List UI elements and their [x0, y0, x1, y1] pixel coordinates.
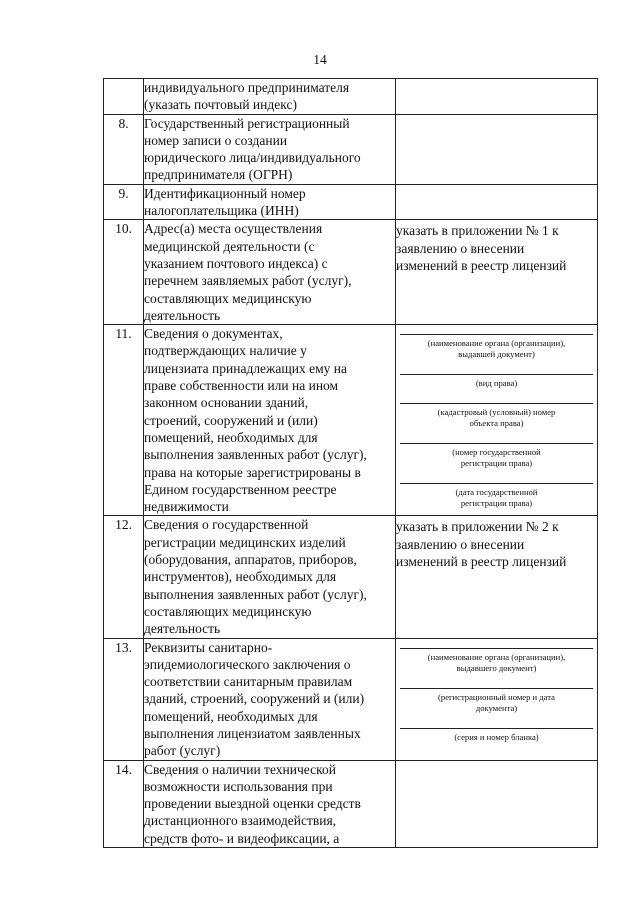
description-line: юридического лица/индивидуального: [144, 150, 361, 166]
table-row: [104, 638, 598, 760]
description-line: Сведения о документах,: [144, 326, 283, 342]
row-description: [144, 184, 396, 220]
blank-caption: (регистрационный номер и дата: [438, 691, 555, 702]
value-instruction-line: указать в приложении № 2 к: [396, 519, 559, 535]
row-description: [144, 79, 396, 115]
description-line: выполнения заявленных работ (услуг),: [144, 586, 367, 602]
row-description: [144, 638, 396, 760]
table-row: [104, 516, 598, 638]
blank-caption: (серия и номер бланка): [454, 731, 539, 742]
description-line: эпидемиологического заключения о: [144, 656, 351, 672]
blank-caption: (наименование органа (организации),: [427, 338, 566, 349]
blank-line: [400, 397, 593, 404]
description-line: помещений, необходимых для: [144, 429, 318, 445]
description-line: индивидуального предпринимателя: [144, 80, 350, 95]
row-number: 14.: [104, 760, 144, 847]
description-line: Идентификационный номер: [144, 185, 306, 201]
blank-caption: объекта права): [469, 418, 524, 429]
table-row: [104, 79, 598, 115]
row-description: [144, 220, 396, 325]
description-line: лицензиата принадлежащих ему на: [144, 360, 347, 376]
description-line: проведении выездной оценки средств: [144, 796, 361, 812]
fill-in-blanks: [396, 639, 597, 743]
row-value: [396, 114, 598, 184]
description-line: составляющих медицинскую: [144, 290, 312, 306]
blank-caption: (кадастровый (условный) номер: [437, 407, 556, 418]
blank-caption: (вид права): [475, 378, 518, 389]
description-line: недвижимости: [144, 499, 229, 515]
fill-in-field[interactable]: [400, 477, 593, 509]
row-number: 12.: [104, 516, 144, 638]
blank-line: [400, 328, 593, 335]
value-instruction-line: заявлению о внесении: [396, 536, 525, 552]
description-line: деятельность: [144, 307, 221, 323]
description-line: перечнем заявляемых работ (услуг),: [144, 273, 352, 289]
description-line: Реквизиты санитарно-: [144, 639, 273, 655]
description-line: средств фото- и видеофиксации, а: [144, 830, 340, 846]
blank-line: [400, 477, 593, 484]
description-line: возможности использования при: [144, 778, 333, 794]
page-number: 14: [313, 52, 327, 67]
blank-line: [400, 642, 593, 649]
fill-in-field[interactable]: [400, 328, 593, 360]
description-line: Сведения о наличии технической: [144, 761, 336, 777]
description-line: зданий, строений, сооружений и (или): [144, 691, 365, 707]
description-line: регистрации медицинских изделий: [144, 534, 346, 550]
table-row: [104, 184, 598, 220]
description-line: указанием почтового индекса) с: [144, 255, 328, 271]
description-line: праве собственности или на ином: [144, 378, 339, 394]
fill-in-field[interactable]: [400, 682, 593, 714]
description-line: деятельность: [144, 621, 221, 637]
blank-caption: выдавшего документ): [456, 662, 537, 673]
blank-line: [400, 682, 593, 689]
row-value: [396, 760, 598, 847]
value-instruction-line: заявлению о внесении: [396, 240, 525, 256]
fill-in-field[interactable]: [400, 437, 593, 469]
blank-line: [400, 437, 593, 444]
row-value: [396, 184, 598, 220]
row-value: [396, 325, 598, 516]
blank-caption: регистрации права): [460, 458, 533, 469]
fill-in-field[interactable]: [400, 397, 593, 429]
description-line: (оборудования, аппаратов, приборов,: [144, 552, 357, 568]
description-line: выполнения лицензиатом заявленных: [144, 725, 361, 741]
description-line: помещений, необходимых для: [144, 708, 318, 724]
row-number: 11.: [104, 325, 144, 516]
row-number: 10.: [104, 220, 144, 325]
table-row: [104, 114, 598, 184]
row-description: [144, 325, 396, 516]
table-body: [104, 79, 598, 848]
blank-line: [400, 368, 593, 375]
application-form-table: [103, 78, 598, 848]
table-row: [104, 220, 598, 325]
row-description: [144, 760, 396, 847]
description-line: инструментов), необходимых для: [144, 569, 337, 585]
row-number: 9.: [104, 184, 144, 220]
row-value: [396, 79, 598, 115]
blank-caption: (наименование органа (организации),: [427, 651, 566, 662]
description-line: налогоплательщика (ИНН): [144, 203, 299, 219]
description-line: дистанционного взаимодействия,: [144, 813, 337, 829]
row-number: [104, 79, 144, 115]
value-instruction-line: указать в приложении № 1 к: [396, 223, 559, 239]
fill-in-field[interactable]: [400, 642, 593, 674]
fill-in-field[interactable]: [400, 368, 593, 389]
description-line: медицинской деятельности (с: [144, 238, 315, 254]
row-number: 8.: [104, 114, 144, 184]
table-row: [104, 325, 598, 516]
row-value: [396, 516, 598, 638]
value-instruction-line: изменений в реестр лицензий: [396, 554, 567, 570]
description-line: строений, сооружений и (или): [144, 412, 318, 428]
description-line: Сведения о государственной: [144, 517, 309, 533]
row-description: [144, 516, 396, 638]
description-line: Едином государственном реестре: [144, 481, 337, 497]
row-number: 13.: [104, 638, 144, 760]
description-line: соответствии санитарным правилам: [144, 674, 353, 690]
description-line: предпринимателя (ОГРН): [144, 167, 293, 183]
description-line: выполнения заявленных работ (услуг),: [144, 447, 367, 463]
description-line: номер записи о создании: [144, 132, 288, 148]
description-line: (указать почтовый индекс): [144, 97, 297, 113]
row-value: [396, 638, 598, 760]
description-line: Государственный регистрационный: [144, 115, 350, 131]
description-line: работ (услуг): [144, 743, 221, 759]
description-line: законном основании зданий,: [144, 395, 309, 411]
description-line: подтверждающих наличие у: [144, 343, 307, 359]
description-line: права на которые зарегистрированы в: [144, 464, 361, 480]
value-instruction-line: изменений в реестр лицензий: [396, 257, 567, 273]
blank-caption: выдавшей документ): [458, 349, 535, 360]
fill-in-blanks: [396, 325, 597, 509]
blank-caption: (дата государственной: [455, 487, 538, 498]
row-value: [396, 220, 598, 325]
table-row: [104, 760, 598, 847]
blank-line: [400, 722, 593, 729]
description-line: Адрес(а) места осуществления: [144, 221, 323, 237]
blank-caption: документа): [475, 702, 518, 713]
row-description: [144, 114, 396, 184]
description-line: составляющих медицинскую: [144, 603, 312, 619]
blank-caption: регистрации права): [460, 498, 533, 509]
blank-caption: (номер государственной: [452, 447, 541, 458]
fill-in-field[interactable]: [400, 722, 593, 743]
